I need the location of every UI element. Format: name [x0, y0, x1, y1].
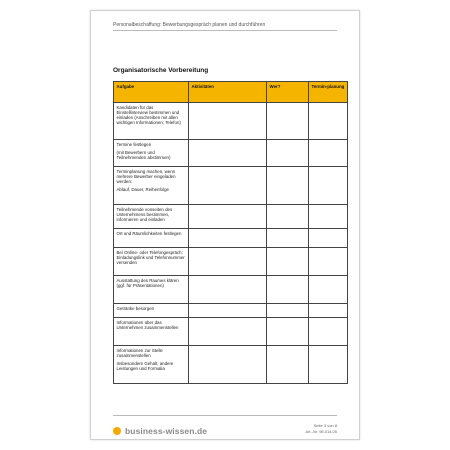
footer-divider: [113, 415, 337, 416]
activities-cell[interactable]: [189, 346, 267, 384]
task-cell: [114, 103, 189, 140]
task-text: Terminplanung machen, wenn mehrere Bewerber eingeladen werden:: [116, 168, 176, 185]
schedule-cell[interactable]: [309, 248, 348, 276]
task-text: Getränke besorgen: [116, 305, 155, 311]
task-text: Teilnehmende vonseiten des Unternehmens bestimmen, informieren und einladen: [116, 206, 173, 223]
responsible-cell[interactable]: [267, 205, 309, 229]
column-header-aufgabe: Aufgabe: [114, 82, 189, 103]
responsible-cell[interactable]: [267, 346, 309, 384]
task-text: Ablauf, Dauer, Reihenfolge: [116, 187, 169, 193]
schedule-cell[interactable]: [309, 167, 348, 205]
schedule-cell[interactable]: [309, 140, 348, 167]
table-row: [114, 140, 348, 167]
activities-cell[interactable]: [189, 248, 267, 276]
task-cell: [114, 318, 189, 346]
brand-logo: [113, 426, 207, 436]
table-row: [114, 248, 348, 276]
schedule-cell[interactable]: [309, 229, 348, 248]
schedule-cell[interactable]: [309, 276, 348, 304]
section-title: Organisatorische Vorbereitung: [113, 67, 209, 74]
schedule-cell[interactable]: [309, 205, 348, 229]
checklist-table: [113, 81, 348, 384]
task-cell: [114, 346, 189, 384]
task-text: Informationen über das Unternehmen zusammenstellen: [116, 319, 179, 330]
activities-cell[interactable]: [189, 304, 267, 318]
schedule-cell[interactable]: [309, 304, 348, 318]
activities-cell[interactable]: [189, 103, 267, 140]
task-text: Ausstattung des Raumes klären (ggf. für Präsentationen): [116, 277, 179, 288]
task-cell: [114, 276, 189, 304]
schedule-cell[interactable]: [309, 103, 348, 140]
activities-cell[interactable]: [189, 318, 267, 346]
table-row: [114, 346, 348, 384]
task-cell: [114, 248, 189, 276]
document-header: Personalbeschaffung: Bewerbungsgespräch planen und durchführen: [113, 22, 266, 28]
responsible-cell[interactable]: [267, 276, 309, 304]
article-number: Art.-Nr. 98.014.05: [305, 429, 337, 434]
header-divider: [113, 30, 337, 31]
footer-info: [305, 423, 337, 435]
responsible-cell[interactable]: [267, 304, 309, 318]
activities-cell[interactable]: [189, 140, 267, 167]
table-body: [114, 103, 348, 384]
table-row: [114, 103, 348, 140]
column-header-terminplanung: Termin-planung: [309, 82, 348, 103]
responsible-cell[interactable]: [267, 167, 309, 205]
responsible-cell[interactable]: [267, 318, 309, 346]
table-row: [114, 276, 348, 304]
activities-cell[interactable]: [189, 229, 267, 248]
table-row: [114, 229, 348, 248]
activities-cell[interactable]: [189, 276, 267, 304]
column-header-wer: Wer?: [267, 82, 309, 103]
responsible-cell[interactable]: [267, 140, 309, 167]
task-cell: [114, 304, 189, 318]
task-text: Termine festlegen: [116, 141, 152, 147]
responsible-cell[interactable]: [267, 248, 309, 276]
task-cell: [114, 205, 189, 229]
table-row: [114, 304, 348, 318]
schedule-cell[interactable]: [309, 318, 348, 346]
task-text: Insbesondere Gehalt, andere Leistungen und Formalia: [116, 361, 174, 372]
column-header-aktivitaeten: Aktivitäten: [189, 82, 267, 103]
task-cell: [114, 167, 189, 205]
brand-name: business-wissen.de: [125, 426, 208, 436]
activities-cell[interactable]: [189, 205, 267, 229]
task-cell: [114, 229, 189, 248]
table-header-row: [114, 82, 348, 103]
responsible-cell[interactable]: [267, 103, 309, 140]
task-text: Bei Online- oder Telefongespräch: Einladungslink und Telefonnummer versenden: [116, 249, 185, 266]
schedule-cell[interactable]: [309, 346, 348, 384]
task-text: Informationen zur Stelle zusammenstellen: [116, 347, 163, 358]
task-text: (mit Bewerbern und Teilnehmenden abstimmen): [116, 149, 171, 161]
table-row: [114, 318, 348, 346]
table-row: [114, 167, 348, 205]
page-number: Seite 3 von 8: [313, 423, 337, 428]
task-text: Kandidaten für das Einstellinterview bestimmen und einladen (Anschreiben mit allen wichtigen Informationen; Telefon): [116, 104, 181, 126]
document-page: [90, 10, 360, 440]
responsible-cell[interactable]: [267, 229, 309, 248]
task-cell: [114, 140, 189, 167]
table-row: [114, 205, 348, 229]
brand-dot-icon: [113, 427, 121, 435]
task-text: Ort und Räumlichkeiten festlegen: [116, 230, 182, 236]
activities-cell[interactable]: [189, 167, 267, 205]
